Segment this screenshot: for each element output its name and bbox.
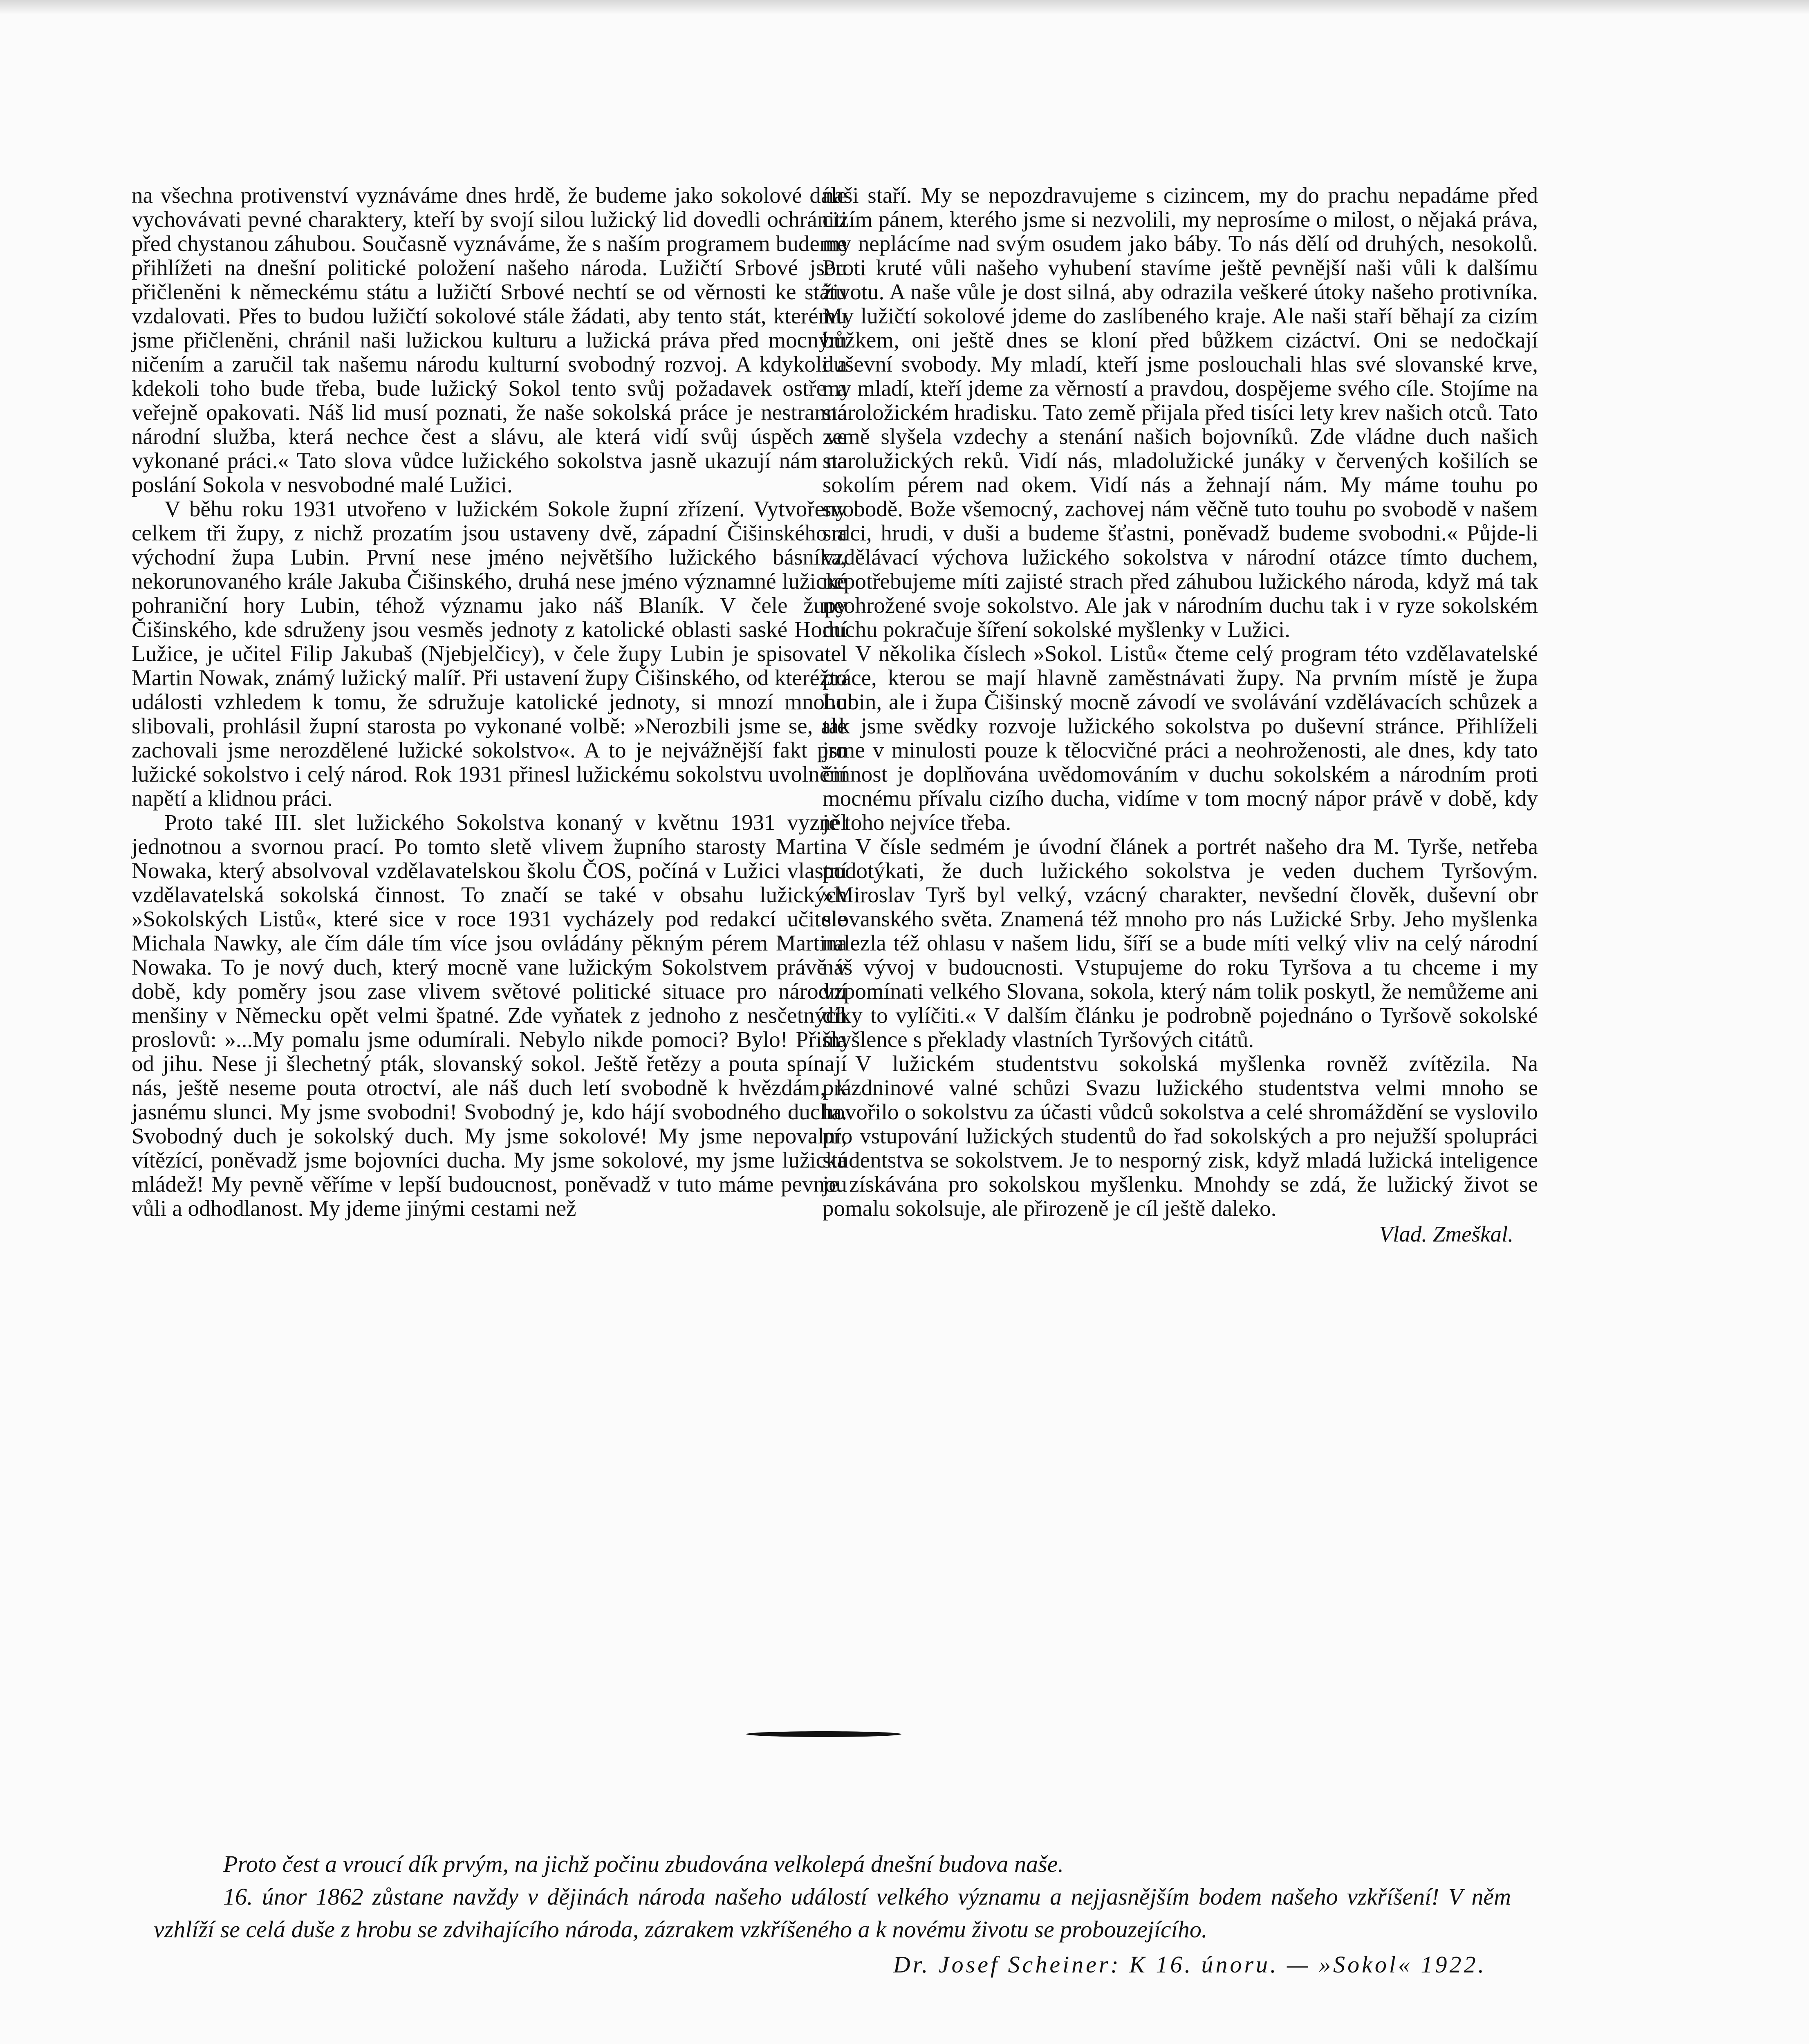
author-signature: Vlad. Zmeškal. bbox=[1379, 1221, 1513, 1246]
paragraph: na všechna protivenství vyznáváme dnes hrdě, že budeme jako sokolové dále vychovávati pevné charaktery, kteří by svojí silou lužický lid dovedli ochrániti před chystanou záhubou. Současně vyznáváme, že s naším programem budeme přihlížeti na dnešní politické položení našeho národa. Lužičtí Srbové jsou přičleněni k německému státu a lužičtí Srbové nechtí se od věrnosti ke státu vzdalovati. Přes to budou lužičtí sokolové stále žádati, aby tento stát, kterému jsme přičleněni, chránil naši lužickou kulturu a lužická práva před mocným ničením a zaručil tak našemu národu kulturní svobodný rozvoj. A kdykoli a kdekoli toho bude třeba, bude lužický Sokol tento svůj požadavek ostře a veřejně opakovati. Náš lid musí poznati, že naše sokolská práce je nestranná národní služba, která nechce čest a slávu, ale která vidí svůj úspěch ve vykonané práci.« Tato slova vůdce lužického sokolstva jasně ukazují nám na poslání Sokola v nesvobodné malé Lužici. bbox=[132, 183, 847, 497]
scan-edge bbox=[0, 0, 1809, 15]
paragraph: V lužickém studentstvu sokolská myšlenka rovněž zvítězila. Na prázdninové valné schůzi Svazu lužického studentstva velmi mnoho se hovořilo o sokolstvu za účasti vůdců sokolstva a celé shromáždění se vyslovilo pro vstupování lužických studentů do řad sokolských a pro nejužší spolupráci studentstva se sokolstvem. Je to nesporný zisk, když mladá lužická inteligence je získávána pro sokolskou myšlenku. Mnohdy se zdá, že lužický život se pomalu sokolsuje, ale přirozeně je cíl ještě daleko. bbox=[823, 1051, 1538, 1221]
paragraph: Proto také III. slet lužického Sokolstva konaný v květnu 1931 vyzněl jednotnou a svornou prací. Po tomto sletě vlivem župního starosty Martina Nowaka, který absolvoval vzdělavatelskou školu ČOS, počíná v Lužici vlastní vzdělavatelská sokolská činnost. To značí se také v obsahu lužických »Sokolských Listů«, které sice v roce 1931 vycházely pod redakcí učitele Michala Nawky, ale čím dále tím více jsou ovládány pěkným pérem Martina Nowaka. To je nový duch, který mocně vane lužickým Sokolstvem právě v době, kdy poměry jsou zase vlivem světové politické situace pro národní menšiny v Německu opět velmi špatné. Zde vyňatek z jednoho z nesčetných proslovů: »...My pomalu jsme odumírali. Nebylo nikde pomoci? Bylo! Přišla od jihu. Nese ji šlechetný pták, slovanský sokol. Ještě řetězy a pouta spínají nás, ještě neseme pouta otroctví, ale náš duch letí svobodně k hvězdám, k jasnému slunci. My jsme svobodni! Svobodný je, kdo hájí svobodného ducha. Svobodný duch je sokolský duch. My jsme sokolové! My jsme nepovalní, vítězící, poněvadž jsme bojovníci ducha. My jsme sokolové, my jsme lužická mládež! My pevně věříme v lepší budoucnost, poněvadž v tuto máme pevnou vůli a odhodlanost. My jdeme jinými cestami než bbox=[132, 810, 847, 1221]
right-column bbox=[823, 183, 1538, 1246]
quote-line: 16. únor 1862 zůstane navždy v dějinách národa našeho událostí velkého významu a nejjasnějším bodem našeho vzkříšení! V něm vzhlíží se celá duše z hrobu se zdvihajícího národa, zázrakem vzkříšeného a k novému životu se probouzejícího. bbox=[154, 1883, 1511, 1943]
quote-line: Proto čest a vroucí dík prvým, na jichž počinu zbudována velkolepá dnešní budova naše. bbox=[223, 1851, 1064, 1877]
quote-source: Dr. Josef Scheiner: K 16. únoru. — »Sokol« 1922. bbox=[893, 1951, 1486, 1978]
paragraph: naši staří. My se nepozdravujeme s cizincem, my do prachu nepadáme před cizím pánem, kterého jsme si nezvolili, my neprosíme o milost, o nějaká práva, my neplácíme nad svým osudem jako báby. To nás dělí od druhých, nesokolů. Proti kruté vůli našeho vyhubení stavíme ještě pevnější naši vůli k dalšímu životu. A naše vůle je dost silná, aby odrazila veškeré útoky našeho protivníka. My lužičtí sokolové jdeme do zaslíbeného kraje. Ale naši staří běhají za cizím bůžkem, oni ještě dnes se kloní před bůžkem cizáctví. Oni se nedočkají duševní svobody. My mladí, kteří jsme poslouchali hlas své slovanské krve, my mladí, kteří jdeme za věrností a pravdou, dospějeme svého cíle. Stojíme na staroložickém hradisku. Tato země přijala před tisíci lety krev našich otců. Tato země slyšela vzdechy a stenání našich bojovníků. Zde vládne duch našich starolužických reků. Vidí nás, mladolužické junáky v červených košilích se sokolím pérem nad okem. Vidí nás a žehnají nám. My máme touhu po svobodě. Bože všemocný, zachovej nám věčně tuto touhu po svobodě v našem srdci, hrudi, v duši a budeme šťastni, poněvadž budeme svobodni.« Půjde-li vzdělávací výchova lužického sokolstva v národní otázce tímto duchem, nepotřebujeme míti zajisté strach před záhubou lužického národa, když má tak neohrožené svoje sokolstvo. Ale jak v národním duchu tak i v ryze sokolském duchu pokračuje šíření sokolské myšlenky v Lužici. bbox=[823, 183, 1538, 642]
paragraph: V čísle sedmém je úvodní článek a portrét našeho dra M. Tyrše, netřeba podotýkati, že duch lužického sokolstva je veden duchem Tyršovým. »Miroslav Tyrš byl velký, vzácný charakter, nevšední člověk, duševní obr slovanského světa. Znamená též mnoho pro nás Lužické Srby. Jeho myšlenka nalezla též ohlasu v našem lidu, šíří se a bude míti velký vliv na celý národní náš vývoj v budoucnosti. Vstupujeme do roku Tyršova a tu chceme i my vzpomínati velkého Slovana, sokola, který nám tolik poskytl, že nemůžeme ani díky to vylíčiti.« V dalším článku je podrobně pojednáno o Tyršově sokolské myšlence s překlady vlastních Tyršových citátů. bbox=[823, 834, 1538, 1052]
section-divider bbox=[746, 1731, 901, 1737]
quote-block bbox=[154, 1848, 1511, 1981]
paragraph: V několika číslech »Sokol. Listů« čteme celý program této vzdělavatelské práce, kterou se mají hlavně zaměstnávati župy. Na prvním místě je župa Lubin, ale i župa Čišinský mocně závodí ve svolávání vzdělávacích schůzek a tak jsme svědky rozvoje lužického sokolstva po duševní stránce. Přihlíželi jsme v minulosti pouze k tělocvičné práci a neohroženosti, ale dnes, kdy tato činnost je doplňována uvědomováním v duchu sokolském a národním proti mocnému přívalu cizího ducha, vidíme v tom mocný nápor právě v době, kdy je toho nejvíce třeba. bbox=[823, 641, 1538, 835]
left-column bbox=[132, 183, 847, 1220]
paragraph: V běhu roku 1931 utvořeno v lužickém Sokole župní zřízení. Vytvořeny celkem tři župy, z nichž prozatím jsou ustaveny dvě, západní Čišinského a východní župa Lubin. První nese jméno největšího lužického básníka, nekorunovaného krále Jakuba Čišinského, druhá nese jméno významné lužické pohraniční hory Lubin, téhož významu jako náš Blaník. V čele župy Čišinského, kde sdruženy jsou vesměs jednoty z katolické oblasti saské Horní Lužice, je učitel Filip Jakubaš (Njebjelčicy), v čele župy Lubin je spisovatel Martin Nowak, známý lužický malíř. Při ustavení župy Čišinského, od kteréžto události vzhledem k tomu, že sdružuje katolické jednoty, si mnozí mnoho slibovali, prohlásil župní starosta po vykonané volbě: »Nerozbili jsme se, ale zachovali jsme nerozdělené lužické sokolstvo«. A to je nejvážnější fakt pro lužické sokolstvo i celý národ. Rok 1931 přinesl lužickému sokolstvu uvolnění napětí a klidnou práci. bbox=[132, 496, 847, 811]
